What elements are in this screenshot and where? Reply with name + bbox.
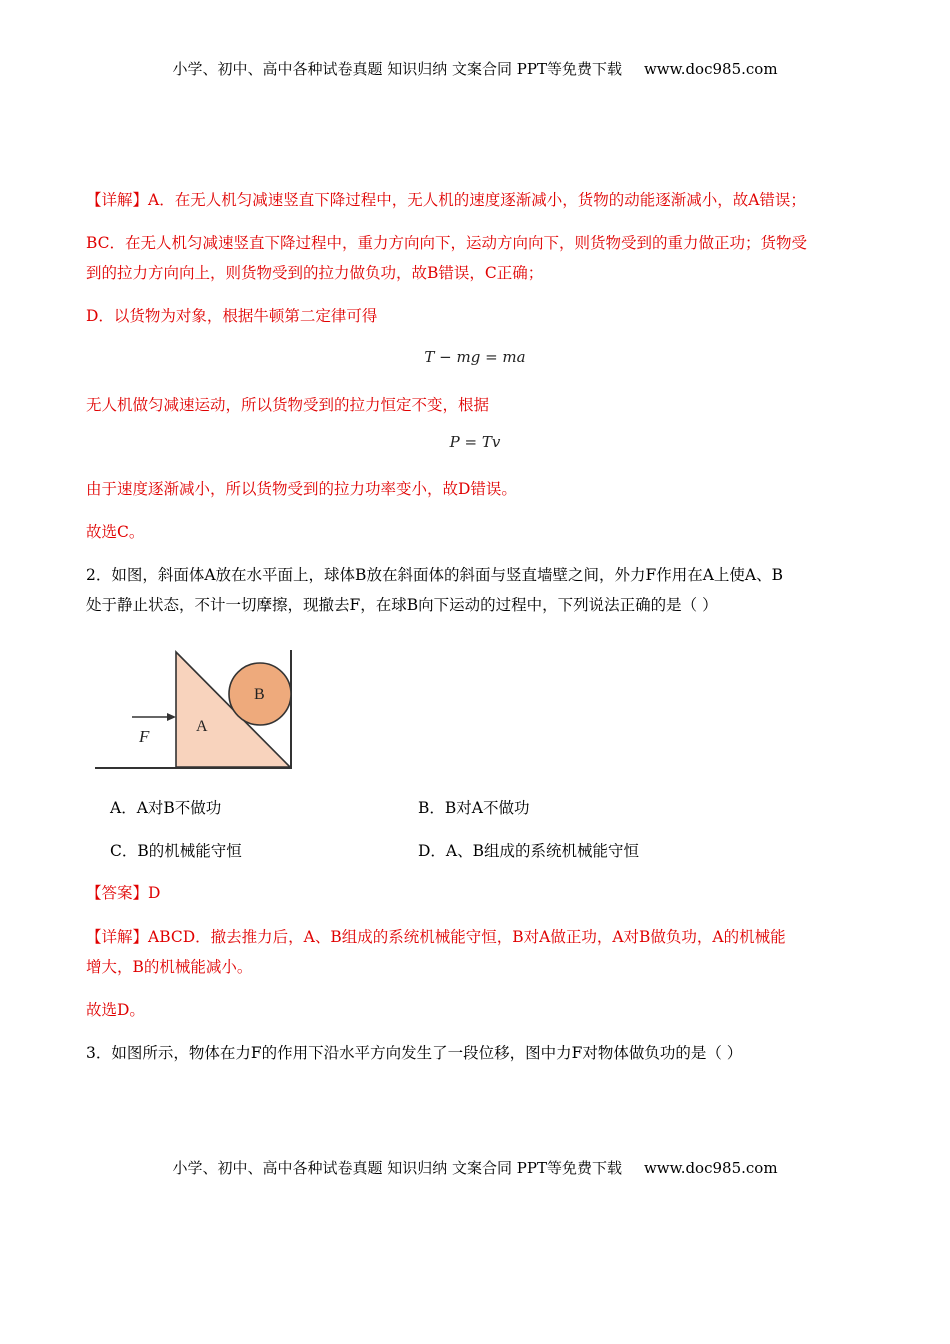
q2-conclusion: 故选D。 (86, 1001, 145, 1019)
q2-stem-line-2: 处于静止状态，不计一切摩擦，现撤去F，在球B向下运动的过程中，下列说法正确的是（ ） (86, 596, 718, 614)
q1-detail-line-2: BC．在无人机匀减速竖直下降过程中，重力方向向下，运动方向向下，则货物受到的重力做正功；货物受 (86, 234, 808, 252)
q1-equation-2: P = Tv (449, 433, 501, 451)
q1-detail-line-4: D．以货物为对象，根据牛顿第二定律可得 (86, 307, 378, 325)
q2-option-a: A．A对B不做功 (110, 799, 222, 817)
q2-stem-line-1: 2．如图，斜面体A放在水平面上，球体B放在斜面体的斜面与竖直墙壁之间，外力F作用在A上使A、B (86, 566, 783, 584)
force-arrow-head (167, 713, 176, 721)
q3-stem: 3．如图所示，物体在力F的作用下沿水平方向发生了一段位移，图中力F对物体做负功的是（ ） (86, 1044, 743, 1062)
label-b: B (254, 686, 265, 703)
q1-detail-line-3: 到的拉力方向向上，则货物受到的拉力做负功，故B错误，C正确； (86, 264, 544, 282)
q1-equation-1: T − mg = ma (424, 348, 526, 366)
q1-detail-line-1: 【详解】A．在无人机匀减速竖直下降过程中，无人机的速度逐渐减小，货物的动能逐渐减小，故A错误； (86, 191, 806, 209)
q2-option-b: B．B对A不做功 (418, 799, 530, 817)
q1-conclusion: 故选C。 (86, 523, 145, 541)
q1-line-after-eq1: 无人机做匀减速运动，所以货物受到的拉力恒定不变，根据 (86, 396, 490, 414)
footer-url[interactable]: www.doc985.com (643, 1159, 778, 1177)
q2-figure (92, 646, 302, 776)
page-header (0, 58, 950, 79)
footer-text: 小学、初中、高中各种试卷真题 知识归纳 文案合同 PPT等免费下载 (172, 1159, 622, 1177)
q1-line-after-eq2: 由于速度逐渐减小，所以货物受到的拉力功率变小，故D错误。 (86, 480, 517, 498)
label-f: F (139, 727, 150, 746)
q2-answer: 【答案】D (86, 884, 161, 902)
page-footer (0, 1157, 950, 1178)
q2-option-c: C．B的机械能守恒 (110, 842, 242, 860)
header-url[interactable]: www.doc985.com (643, 60, 778, 78)
header-text: 小学、初中、高中各种试卷真题 知识归纳 文案合同 PPT等免费下载 (172, 60, 622, 78)
q2-detail-line-2: 增大，B的机械能减小。 (86, 958, 253, 976)
label-a: A (196, 718, 208, 735)
q2-option-d: D．A、B组成的系统机械能守恒 (418, 842, 640, 860)
q2-detail-line-1: 【详解】ABCD．撤去推力后，A、B组成的系统机械能守恒，B对A做正功，A对B做负功，A的机械能 (86, 928, 786, 946)
